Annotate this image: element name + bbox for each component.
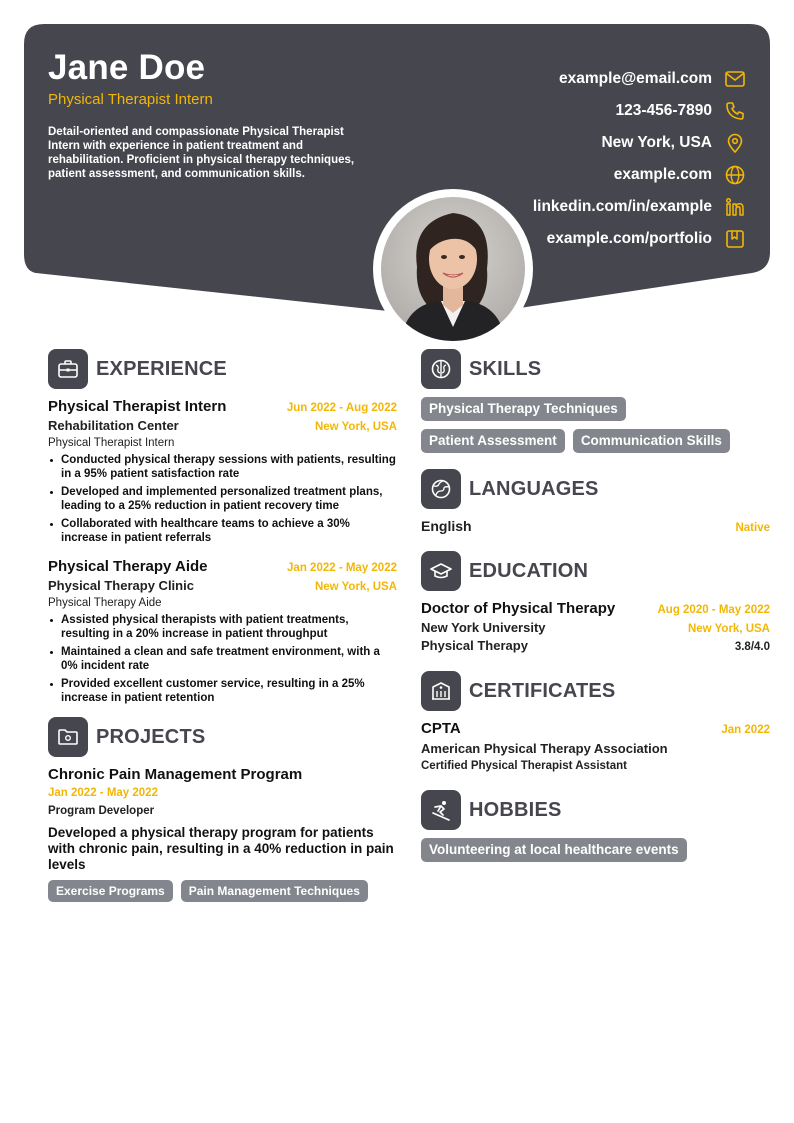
briefcase-icon [48, 349, 88, 389]
certificate-icon [421, 671, 461, 711]
skill-tag: Communication Skills [573, 429, 730, 453]
location-pin-icon [724, 132, 746, 154]
certificate-item [421, 719, 770, 774]
job-bullet: Conducted physical therapy sessions with patients, resulting in a 95% patient satisfaction rate [48, 453, 397, 481]
job-location: New York, USA [314, 421, 397, 433]
experience-title: EXPERIENCE [96, 357, 227, 380]
language-level: Native [735, 522, 770, 534]
job-dates: Jun 2022 - Aug 2022 [286, 402, 397, 414]
contact-phone[interactable] [416, 95, 746, 127]
languages-title: LANGUAGES [469, 477, 599, 500]
project-tags [48, 880, 397, 902]
contact-email-text[interactable]: example@email.com [559, 70, 712, 87]
education-title: EDUCATION [469, 559, 589, 582]
hobbies-title: HOBBIES [469, 798, 562, 821]
certificates-title: CERTIFICATES [469, 679, 616, 702]
contact-portfolio-text[interactable]: example.com/portfolio [546, 230, 712, 247]
contact-website-text[interactable]: example.com [613, 166, 712, 183]
profile-photo [381, 197, 525, 341]
job-role: Physical Therapist Intern [48, 437, 175, 449]
education-dates: Aug 2020 - May 2022 [657, 604, 770, 616]
contact-email[interactable] [416, 63, 746, 95]
certificate-name: CPTA [421, 720, 461, 737]
graduation-cap-icon [421, 551, 461, 591]
project-tag: Exercise Programs [48, 880, 173, 902]
folder-icon [48, 717, 88, 757]
project-item [48, 765, 397, 902]
right-column [421, 349, 770, 862]
bookmark-icon [724, 228, 746, 250]
contact-location [416, 127, 746, 159]
education-gpa: 3.8/4.0 [734, 641, 770, 653]
education-item [421, 599, 770, 655]
job-location: New York, USA [314, 581, 397, 593]
contact-phone-text[interactable]: 123-456-7890 [615, 102, 712, 119]
skills-heading [421, 349, 770, 389]
skill-tag: Physical Therapy Techniques [421, 397, 626, 421]
hobby-tag: Volunteering at local healthcare events [421, 838, 687, 862]
job-role: Physical Therapy Aide [48, 597, 162, 609]
contact-website[interactable] [416, 159, 746, 191]
hobby-tags [421, 838, 770, 862]
profile-summary: Detail-oriented and compassionate Physical Therapist Intern with experience in patient treatment and rehabilitation. Proficient in physical therapy techniques, patient assessment, and communication skills. [48, 126, 355, 180]
language-name: English [421, 518, 472, 534]
brain-icon [421, 349, 461, 389]
education-location: New York, USA [687, 623, 770, 635]
languages-heading [421, 469, 770, 509]
certificate-date: Jan 2022 [721, 724, 770, 736]
job-bullet: Assisted physical therapists with patient treatments, resulting in a 20% increase in patient throughput [48, 613, 397, 641]
experience-item [48, 557, 397, 705]
candidate-title: Physical Therapist Intern [48, 91, 213, 108]
project-tag: Pain Management Techniques [181, 880, 368, 902]
skills-title: SKILLS [469, 357, 542, 380]
job-bullet: Collaborated with healthcare teams to achieve a 30% increase in patient referrals [48, 517, 397, 545]
experience-item [48, 397, 397, 545]
job-position: Physical Therapy Aide [48, 558, 208, 575]
candidate-name: Jane Doe [48, 48, 206, 87]
project-name: Chronic Pain Management Program [48, 766, 303, 783]
certificates-heading [421, 671, 770, 711]
job-position: Physical Therapist Intern [48, 398, 227, 415]
education-degree: Doctor of Physical Therapy [421, 600, 616, 617]
education-heading [421, 551, 770, 591]
projects-heading [48, 717, 397, 757]
job-company: Physical Therapy Clinic [48, 578, 194, 593]
project-role: Program Developer [48, 805, 155, 817]
education-school: New York University [421, 620, 546, 635]
job-bullet: Maintained a clean and safe treatment environment, with a 0% incident rate [48, 645, 397, 673]
skier-icon [421, 790, 461, 830]
linkedin-icon [724, 196, 746, 218]
job-bullet: Developed and implemented personalized treatment plans, leading to a 25% reduction in patient recovery time [48, 485, 397, 513]
hobbies-heading [421, 790, 770, 830]
mail-icon [724, 68, 746, 90]
left-column [48, 349, 397, 902]
experience-heading [48, 349, 397, 389]
job-company: Rehabilitation Center [48, 418, 179, 433]
job-bullet: Provided excellent customer service, resulting in a 25% increase in patient retention [48, 677, 397, 705]
project-description: Developed a physical therapy program for patients with chronic pain, resulting in a 40% reduction in pain levels [48, 825, 394, 872]
skill-tag: Patient Assessment [421, 429, 565, 453]
projects-title: PROJECTS [96, 725, 206, 748]
skill-tags [421, 397, 770, 453]
phone-icon [724, 100, 746, 122]
certificate-issuer: American Physical Therapy Association [421, 741, 668, 756]
contact-linkedin-text[interactable]: linkedin.com/in/example [532, 198, 712, 215]
globe-icon [724, 164, 746, 186]
contact-location-text: New York, USA [601, 134, 712, 151]
certificate-description: Certified Physical Therapist Assistant [421, 760, 628, 772]
job-bullets [48, 453, 397, 545]
job-bullets [48, 613, 397, 705]
language-globe-icon [421, 469, 461, 509]
project-dates: Jan 2022 - May 2022 [48, 787, 158, 799]
language-item [421, 517, 770, 535]
job-dates: Jan 2022 - May 2022 [287, 562, 397, 574]
education-field: Physical Therapy [421, 638, 528, 653]
